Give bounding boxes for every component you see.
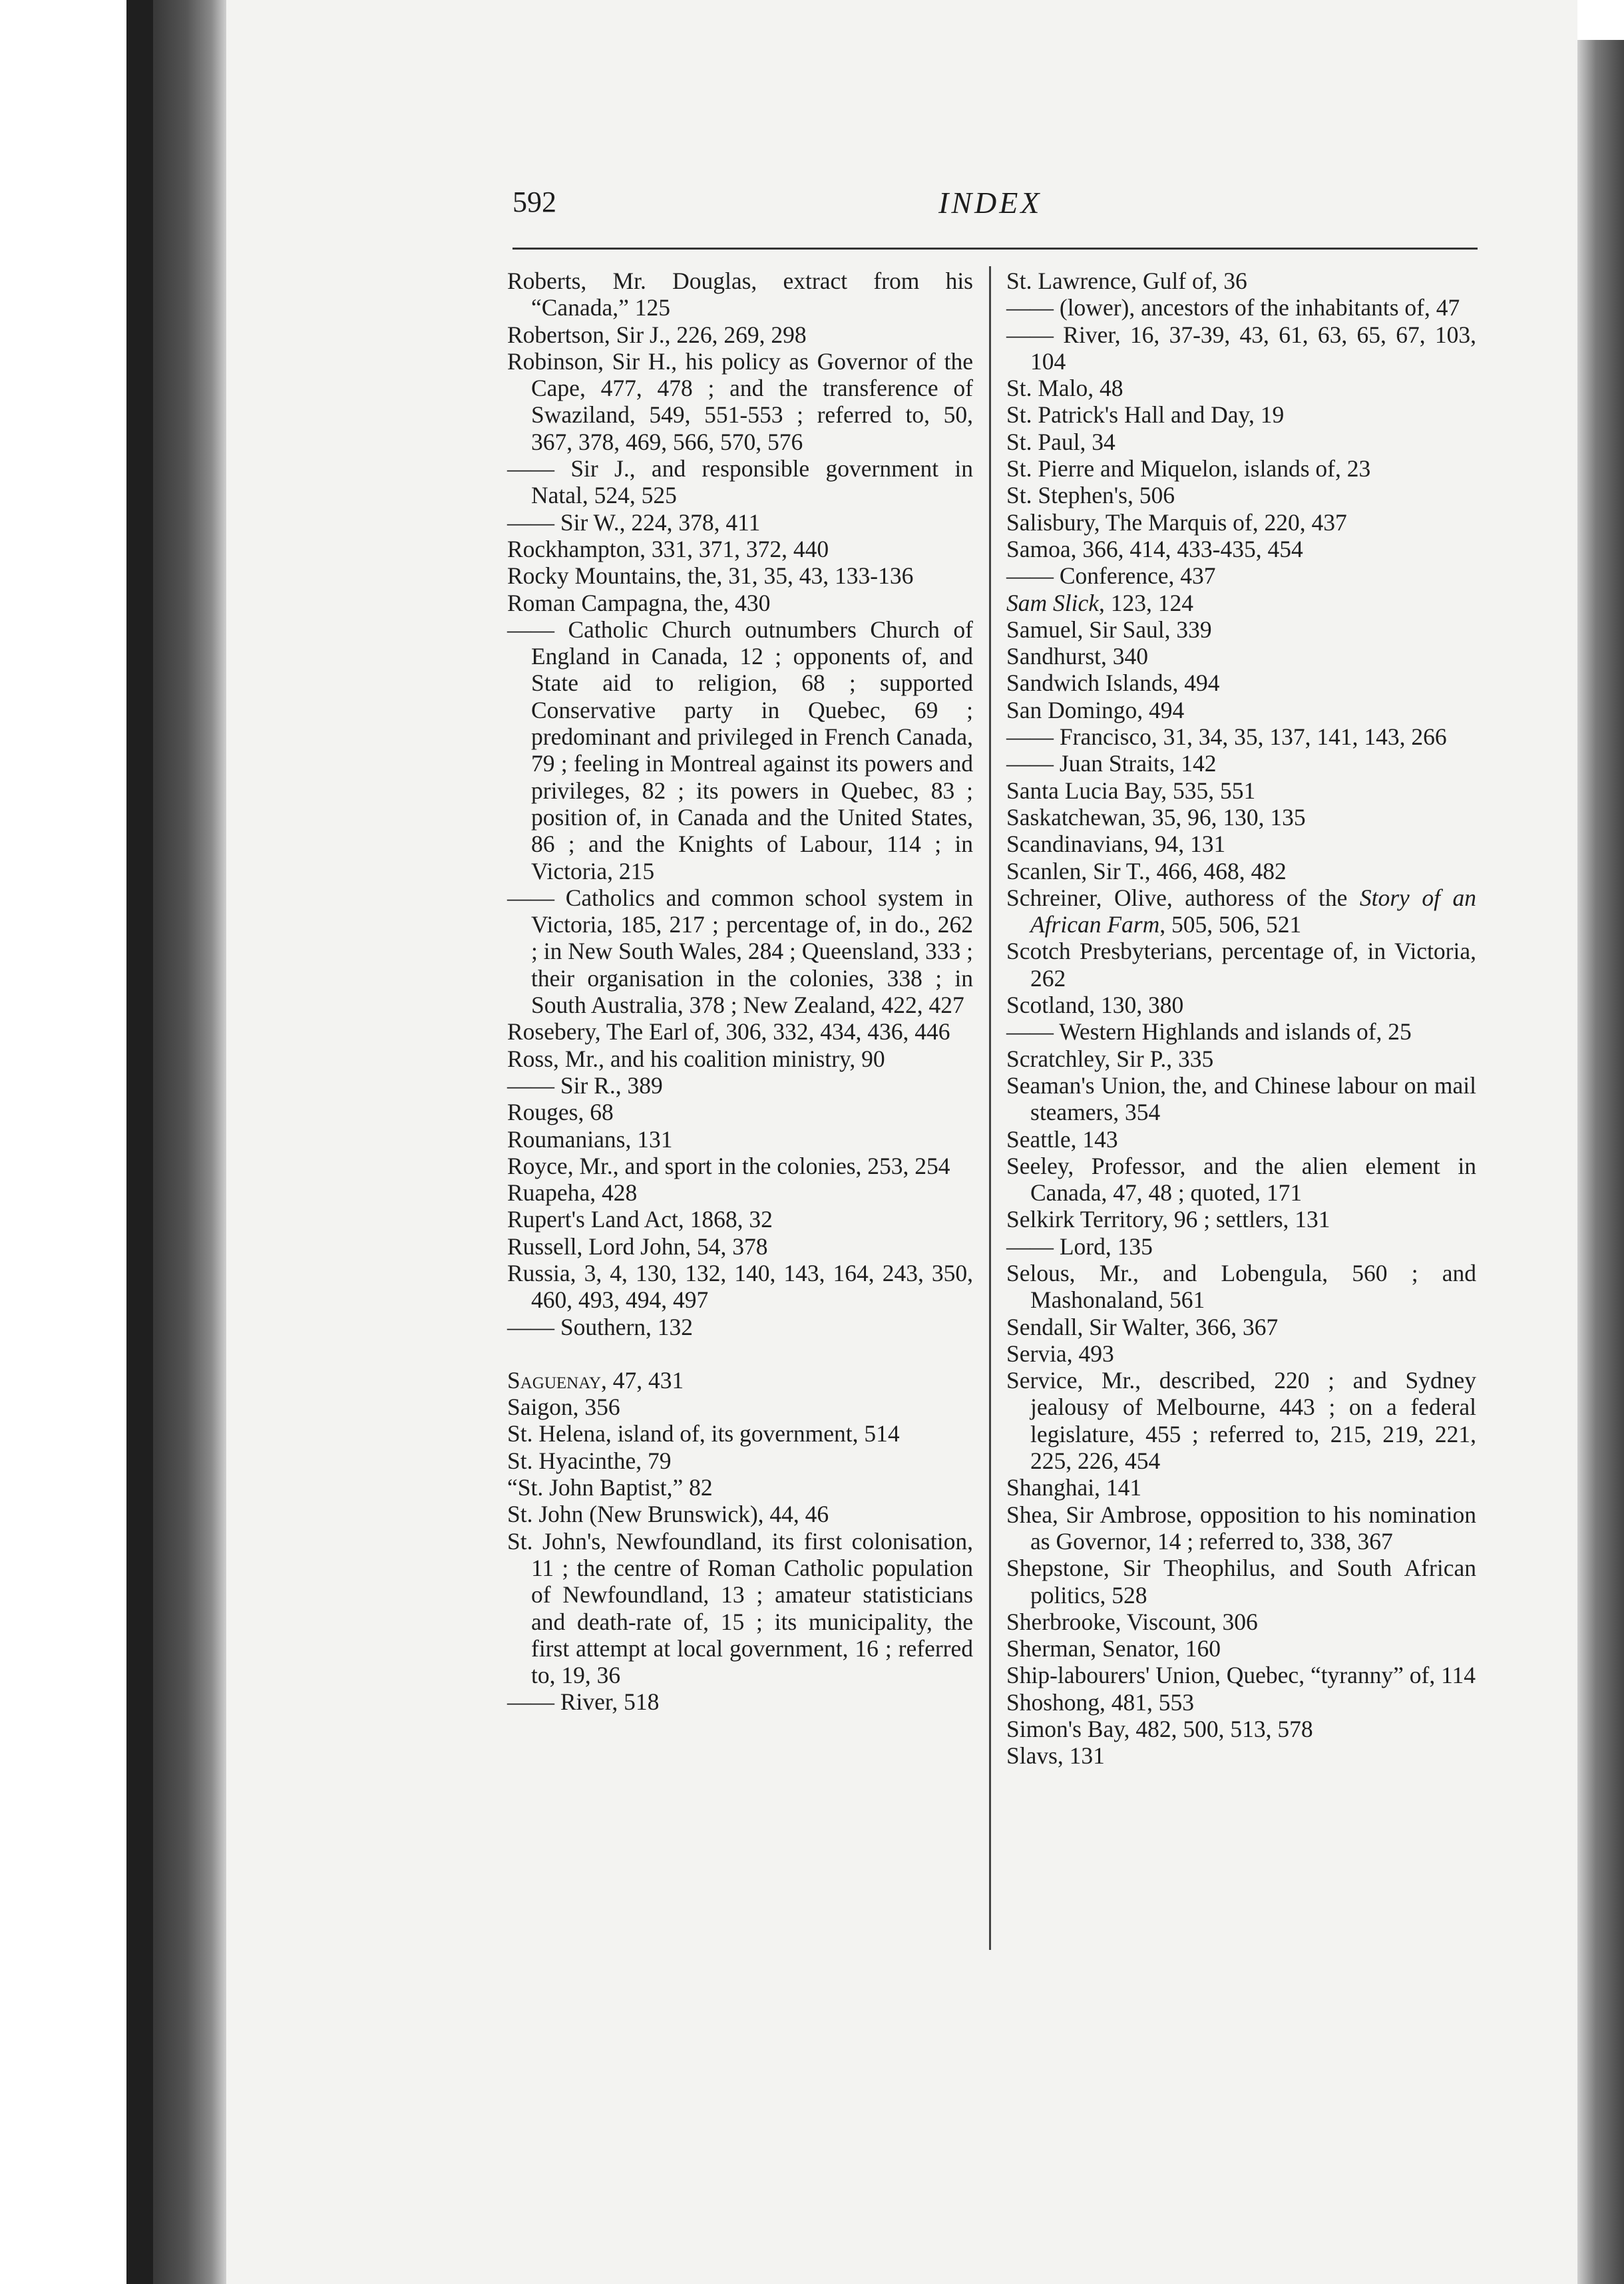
entry-text: Scratchley, Sir P., 335	[1006, 1045, 1214, 1072]
entry-headword: Saguenay	[507, 1366, 602, 1394]
entry-italic-title: Sam Slick	[1006, 589, 1100, 616]
entry-text: Rupert's Land Act, 1868, 32	[507, 1206, 773, 1233]
entry-text: St. Helena, island of, its government, 514	[507, 1420, 900, 1447]
entry-text: —— Southern, 132	[507, 1313, 694, 1340]
index-entry	[507, 1046, 973, 1072]
entry-text: Seaman's Union, the, and Chinese labour on mail steamers, 354	[1006, 1071, 1476, 1126]
index-entry	[507, 1501, 973, 1527]
index-entry	[507, 590, 973, 616]
index-entry	[507, 1474, 973, 1501]
index-entry	[507, 536, 973, 562]
index-entry	[507, 1447, 973, 1474]
entry-text: Scanlen, Sir T., 466, 468, 482	[1006, 857, 1287, 884]
entry-text: Ross, Mr., and his coalition ministry, 90	[507, 1045, 885, 1072]
entry-text: St. John (New Brunswick), 44, 46	[507, 1501, 829, 1528]
entry-text: San Domingo, 494	[1006, 696, 1185, 723]
entry-text: Saskatchewan, 35, 96, 130, 135	[1006, 803, 1306, 831]
entry-text: Slavs, 131	[1006, 1742, 1105, 1770]
index-entry	[1006, 750, 1476, 777]
entry-text: Service, Mr., described, 220 ; and Sydney jealousy of Melbourne, 443 ; on a federal legislature, 455 ; referred to, 215, 219, 221, 225, 226, 454	[1006, 1367, 1476, 1475]
entry-text: Ruapeha, 428	[507, 1179, 638, 1207]
entry-text: Robinson, Sir H., his policy as Governor of the Cape, 477, 478 ; and the transference of Swaziland, 549, 551-553 ; referred to, 50, 367, 378, 469, 566, 570, 576	[507, 347, 973, 455]
index-entry	[1006, 375, 1476, 401]
index-entry	[507, 1206, 973, 1233]
index-entry	[1006, 294, 1476, 321]
index-entry	[1006, 1716, 1476, 1742]
index-entry	[1006, 723, 1476, 750]
index-entry	[507, 1072, 973, 1099]
index-entry	[1006, 268, 1476, 294]
entry-text: Royce, Mr., and sport in the colonies, 253, 254	[507, 1152, 950, 1179]
index-entry	[507, 1394, 973, 1420]
entry-text: Servia, 493	[1006, 1340, 1114, 1367]
entry-text: Roberts, Mr. Douglas, extract from his “Canada,” 125	[507, 268, 973, 321]
index-entry	[507, 1233, 973, 1260]
entry-text: Selous, Mr., and Lobengula, 560 ; and Mashonaland, 561	[1006, 1259, 1476, 1314]
entry-text: Scotch Presbyterians, percentage of, in Victoria, 262	[1006, 938, 1476, 992]
index-entry	[1006, 1555, 1476, 1609]
header-rule	[512, 248, 1478, 250]
entry-text: St. Stephen's, 506	[1006, 482, 1175, 509]
index-entry	[1006, 643, 1476, 669]
entry-text: Sherman, Senator, 160	[1006, 1635, 1221, 1662]
index-entry	[1006, 482, 1476, 508]
index-entry	[507, 884, 973, 1018]
index-entry	[1006, 858, 1476, 884]
entry-text: St. Malo, 48	[1006, 375, 1123, 402]
entry-text: Santa Lucia Bay, 535, 551	[1006, 777, 1256, 804]
entry-text: Shepstone, Sir Theophilus, and South African politics, 528	[1006, 1555, 1476, 1609]
index-entry	[1006, 1018, 1476, 1045]
index-entry	[1006, 938, 1476, 992]
entry-text: Samuel, Sir Saul, 339	[1006, 616, 1212, 643]
entry-text: —— Lord, 135	[1006, 1233, 1153, 1260]
entry-text: St. Pierre and Miquelon, islands of, 23	[1006, 455, 1371, 482]
index-entry	[1006, 1072, 1476, 1126]
entry-text: St. John's, Newfoundland, its first colonisation, 11 ; the centre of Roman Catholic population of Newfoundland, 13 ; amateur statisticians and death-rate of, 15 ; its municipality, the first attempt at local government, 16 ; referred to, 19, 36	[507, 1527, 973, 1689]
entry-text: Selkirk Territory, 96 ; settlers, 131	[1006, 1206, 1330, 1233]
entry-text: Roman Campagna, the, 430	[507, 589, 771, 616]
entry-text: St. Paul, 34	[1006, 428, 1116, 455]
index-entry	[507, 1420, 973, 1447]
index-entry	[1006, 1260, 1476, 1314]
index-entry	[507, 268, 973, 321]
entry-text: —— Francisco, 31, 34, 35, 137, 141, 143, 266	[1006, 723, 1447, 751]
entry-text: Rouges, 68	[507, 1099, 614, 1126]
index-column-left	[507, 268, 973, 1716]
index-entry	[1006, 1126, 1476, 1153]
index-entry	[1006, 1742, 1476, 1769]
entry-text: Salisbury, The Marquis of, 220, 437	[1006, 508, 1347, 536]
index-entry	[1006, 1662, 1476, 1688]
entry-page-refs: , 505, 506, 521	[1159, 911, 1302, 938]
index-entry	[1006, 777, 1476, 804]
entry-text: Sherbrooke, Viscount, 306	[1006, 1608, 1258, 1635]
entry-text: Simon's Bay, 482, 500, 513, 578	[1006, 1716, 1313, 1743]
index-entry	[1006, 1689, 1476, 1716]
facing-page-edge	[1577, 40, 1624, 2284]
entry-text: —— Sir J., and responsible government in Natal, 524, 525	[507, 455, 973, 509]
entry-text: —— Juan Straits, 142	[1006, 750, 1217, 777]
index-entry	[1006, 1501, 1476, 1555]
index-entry	[1006, 1153, 1476, 1207]
entry-text: St. Lawrence, Gulf of, 36	[1006, 268, 1247, 294]
entry-text: Sandhurst, 340	[1006, 643, 1148, 670]
index-entry	[507, 1099, 973, 1125]
entry-text: Scotland, 130, 380	[1006, 992, 1184, 1019]
entry-text: St. Patrick's Hall and Day, 19	[1006, 401, 1285, 429]
entry-text: —— River, 518	[507, 1688, 660, 1716]
index-entry	[1006, 1367, 1476, 1474]
entry-text: Russia, 3, 4, 130, 132, 140, 143, 164, 243, 350, 460, 493, 494, 497	[507, 1259, 973, 1314]
entry-text: Shea, Sir Ambrose, opposition to his nomination as Governor, 14 ; referred to, 338, 367	[1006, 1501, 1476, 1555]
index-entry	[1006, 1474, 1476, 1501]
index-entry	[507, 1153, 973, 1179]
index-entry	[507, 1367, 973, 1394]
index-entry	[1006, 1609, 1476, 1635]
index-entry	[1006, 992, 1476, 1018]
index-entry	[507, 616, 973, 884]
entry-text: Robertson, Sir J., 226, 269, 298	[507, 321, 807, 348]
entry-text: —— River, 16, 37-39, 43, 61, 63, 65, 67, 103, 104	[1006, 321, 1476, 375]
index-entry	[1006, 321, 1476, 375]
page-header	[512, 185, 1478, 238]
entry-text: Schreiner, Olive, authoress of the	[1006, 884, 1360, 911]
entry-text: Scandinavians, 94, 131	[1006, 831, 1226, 858]
index-entry	[507, 321, 973, 348]
entry-text: Russell, Lord John, 54, 378	[507, 1233, 768, 1260]
index-entry	[1006, 1314, 1476, 1340]
entry-text: —— Western Highlands and islands of, 25	[1006, 1018, 1412, 1046]
index-entry	[1006, 1233, 1476, 1260]
index-entry	[1006, 1206, 1476, 1233]
index-entry	[507, 1179, 973, 1206]
entry-italic-title: Story of an African Farm	[1030, 884, 1476, 938]
entry-text: St. Hyacinthe, 79	[507, 1447, 672, 1474]
entry-text: Seeley, Professor, and the alien element in Canada, 47, 48 ; quoted, 171	[1006, 1152, 1476, 1207]
entry-text: , 123, 124	[1099, 589, 1194, 616]
entry-text: —— Sir R., 389	[507, 1071, 663, 1099]
index-entry	[1006, 804, 1476, 831]
index-entry	[507, 509, 973, 536]
index-entry	[1006, 455, 1476, 482]
index-entry	[507, 1018, 973, 1045]
index-entry	[1006, 401, 1476, 428]
entry-text: Roumanians, 131	[507, 1125, 673, 1153]
index-entry	[507, 1126, 973, 1153]
entry-text: Samoa, 366, 414, 433-435, 454	[1006, 535, 1303, 562]
entry-text: Rosebery, The Earl of, 306, 332, 434, 436, 446	[507, 1018, 950, 1046]
entry-text: Sandwich Islands, 494	[1006, 669, 1220, 697]
index-entry	[507, 1688, 973, 1715]
index-entry	[1006, 669, 1476, 696]
index-entry	[507, 1314, 973, 1340]
index-entry	[1006, 697, 1476, 723]
index-entry	[507, 1528, 973, 1689]
index-entry	[1006, 884, 1476, 938]
index-entry	[1006, 1635, 1476, 1662]
entry-text: —— Conference, 437	[1006, 562, 1216, 590]
index-column-right	[1006, 268, 1476, 1770]
index-entry	[1006, 429, 1476, 455]
entry-text: —— Catholic Church outnumbers Church of England in Canada, 12 ; opponents of, and State aid to religion, 68 ; supported Conservative party in Quebec, 69 ; predominant and privileged in French Canada, 79 ; feeling in Montreal against its powers and privileges, 82 ; its powers in Quebec, 83 ; position of, in Canada and the United States, 86 ; and the Knights of Labour, 114 ; in Victoria, 215	[507, 616, 973, 884]
index-entry	[507, 562, 973, 589]
index-entry	[1006, 536, 1476, 562]
index-entry	[1006, 562, 1476, 589]
entry-text: Saigon, 356	[507, 1394, 620, 1421]
index-entry	[1006, 590, 1476, 616]
index-entry	[1006, 831, 1476, 857]
entry-text: Rockhampton, 331, 371, 372, 440	[507, 535, 829, 562]
index-entry	[507, 1260, 973, 1314]
entry-text: , 47, 431	[601, 1366, 684, 1394]
entry-text: Shanghai, 141	[1006, 1474, 1142, 1501]
index-entry	[1006, 1340, 1476, 1367]
entry-text: —— (lower), ancestors of the inhabitants of, 47	[1006, 294, 1460, 321]
entry-text: Shoshong, 481, 553	[1006, 1688, 1195, 1716]
entry-text: “St. John Baptist,” 82	[507, 1474, 713, 1501]
entry-text: Sendall, Sir Walter, 366, 367	[1006, 1313, 1279, 1340]
book-fore-edge	[126, 0, 153, 2284]
entry-text: —— Catholics and common school system in Victoria, 185, 217 ; percentage of, in do., 262 ; in New South Wales, 284 ; Queensland, 333 ; their organisation in the colonies, 338 ; in South Australia, 378 ; New Zealand, 422, 427	[507, 884, 974, 1019]
entry-text: —— Sir W., 224, 378, 411	[507, 508, 761, 536]
entry-text: Seattle, 143	[1006, 1125, 1118, 1153]
index-entry	[1006, 509, 1476, 536]
index-entry	[1006, 1046, 1476, 1072]
index-entry	[507, 455, 973, 509]
entry-text: Rocky Mountains, the, 31, 35, 43, 133-136	[507, 562, 914, 590]
entry-text: Ship-labourers' Union, Quebec, “tyranny” of, 114	[1006, 1662, 1476, 1689]
column-divider	[989, 266, 991, 1950]
index-entry	[1006, 616, 1476, 643]
index-entry	[507, 348, 973, 455]
page-number: 592	[512, 186, 556, 218]
running-head: INDEX	[938, 186, 1042, 220]
